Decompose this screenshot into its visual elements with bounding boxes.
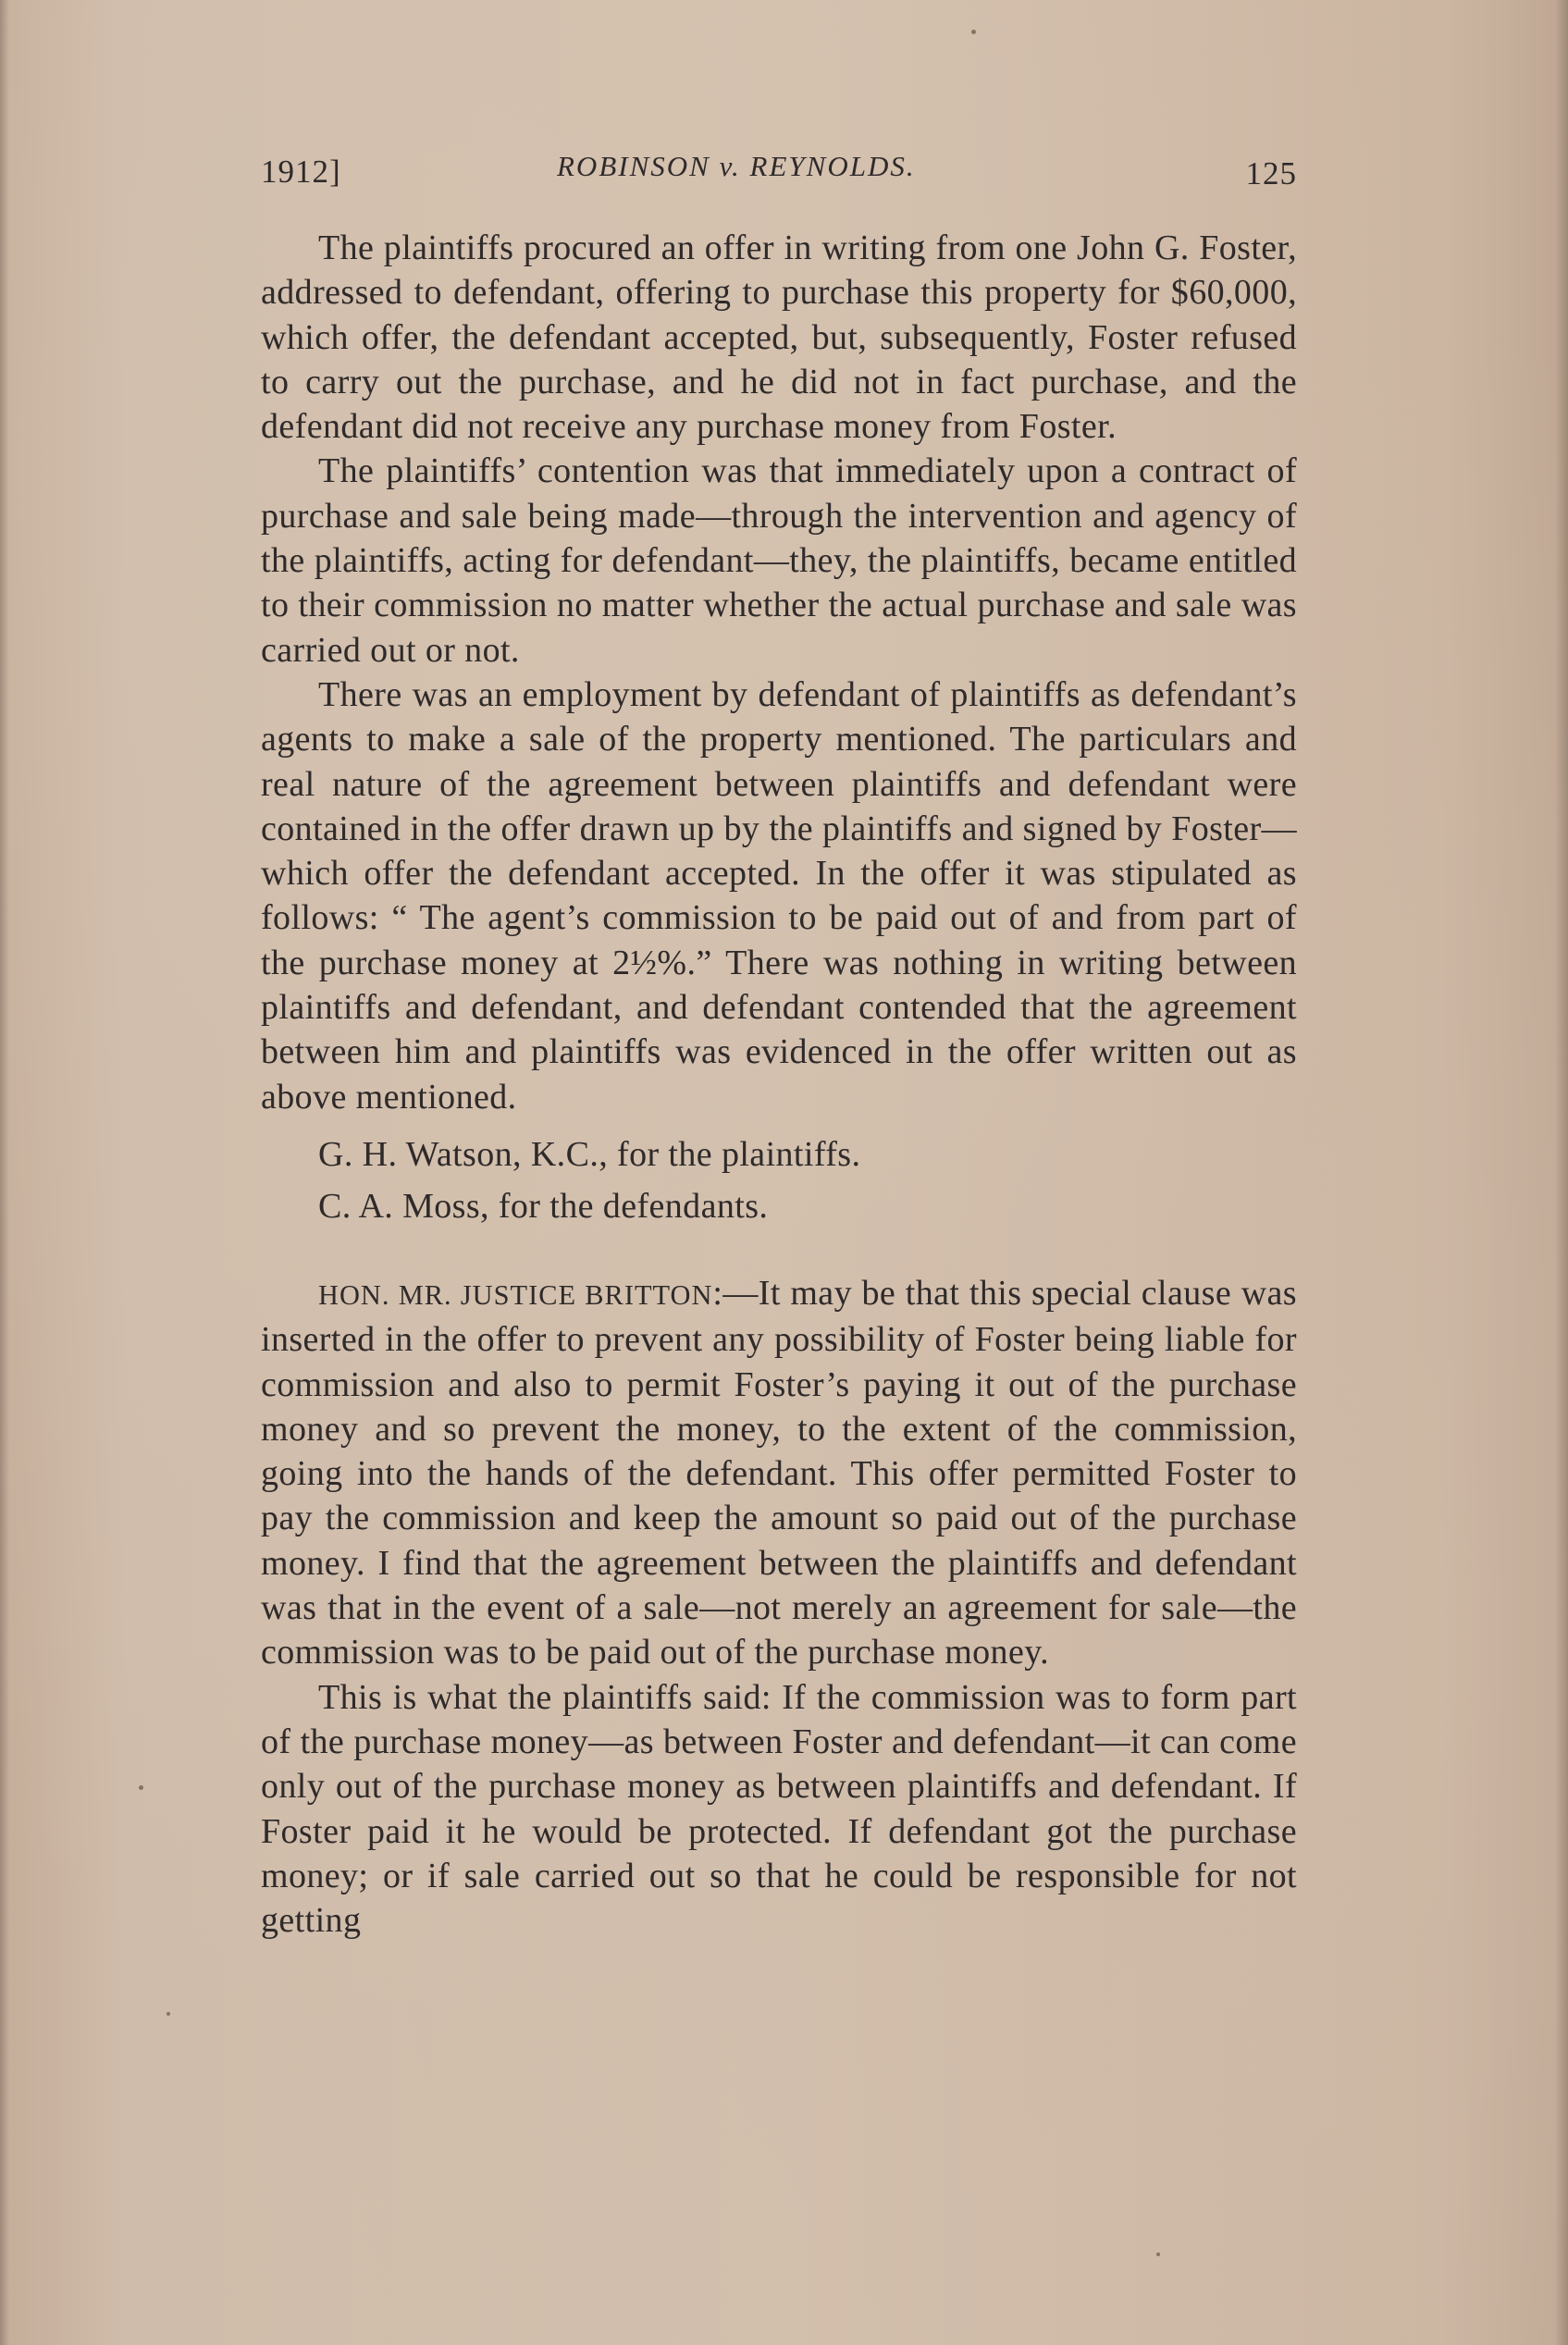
paragraph-judgment	[261, 1271, 1297, 1675]
counsel-defendants: C. A. Moss, for the defendants.	[318, 1186, 769, 1226]
paragraph-offer: The plaintiffs procured an offer in writing from one John G. Foster, addressed to defendant, offering to purchase this property for $60,000, which offer, the defendant accepted, but, subsequently, Foster refused to carry out the purchase, and he did not in fact purchase, and the defendant did not receive any purchase money from Foster.	[261, 228, 1297, 447]
header-case-title: ROBINSON v. REYNOLDS.	[557, 150, 916, 182]
judge-name: HON. MR. JUSTICE BRITTON	[318, 1278, 713, 1311]
paragraph-employment: There was an employment by defendant of plaintiffs as defendant’s agents to make a sale of the property mentioned. The particulars and real nature of the agreement between plaintiffs and defendant were contained in the offer drawn up by the plaintiffs and signed by Foster—which offer the defendant accepted. In the offer it was stipulated as follows: “ The agent’s commission to be paid out of and from part of the purchase money at 2½%.” There was nothing in writing between plaintiffs and defendant, and defendant contended that the agreement between him and plaintiffs was evidenced in the offer written out as above mentioned.	[261, 674, 1297, 1117]
counsel-plaintiffs: G. H. Watson, K.C., for the plaintiffs.	[318, 1134, 861, 1174]
running-header	[261, 139, 1297, 204]
page-number: 125	[1245, 155, 1297, 191]
page-left-edge-shadow	[0, 0, 9, 2345]
paper-speck	[139, 1785, 143, 1790]
paper-speck	[1156, 2252, 1160, 2256]
page-text	[261, 139, 1297, 1943]
paper-speck	[167, 2012, 170, 2016]
header-year: 1912]	[261, 154, 341, 190]
page-right-edge-shadow	[1555, 0, 1568, 2345]
judgment-text: :—It may be that this special clause was inserted in the offer to prevent any possibility of Foster being liable for commission and also to permit Foster’s paying it out of the purchase money and so prevent the money, to the extent of the commission, going into the hands of the defendant. This offer permitted Foster to pay the commission and keep the amount so paid out of the purchase money. I find that the agreement between the plaintiffs and defendant was that in the event of a sale—not merely an agreement for sale—the commission was to be paid out of the purchase money.	[261, 1273, 1297, 1672]
paragraph-contention: The plaintiffs’ contention was that immediately upon a contract of purchase and sale being made—through the intervention and agency of the plaintiffs, acting for defendant—they, the plaintiffs, became entitled to their commission no matter whether the actual purchase and sale was carried out or not.	[261, 451, 1297, 670]
paragraph-plaintiffs-said: This is what the plaintiffs said: If the commission was to form part of the purchase money—as between Foster and defendant—it can come only out of the purchase money as between plaintiffs and defendant. If Foster paid it he would be protected. If defendant got the purchase money; or if sale carried out so that he could be responsible for not getting	[261, 1677, 1297, 1941]
paper-speck	[971, 30, 976, 34]
